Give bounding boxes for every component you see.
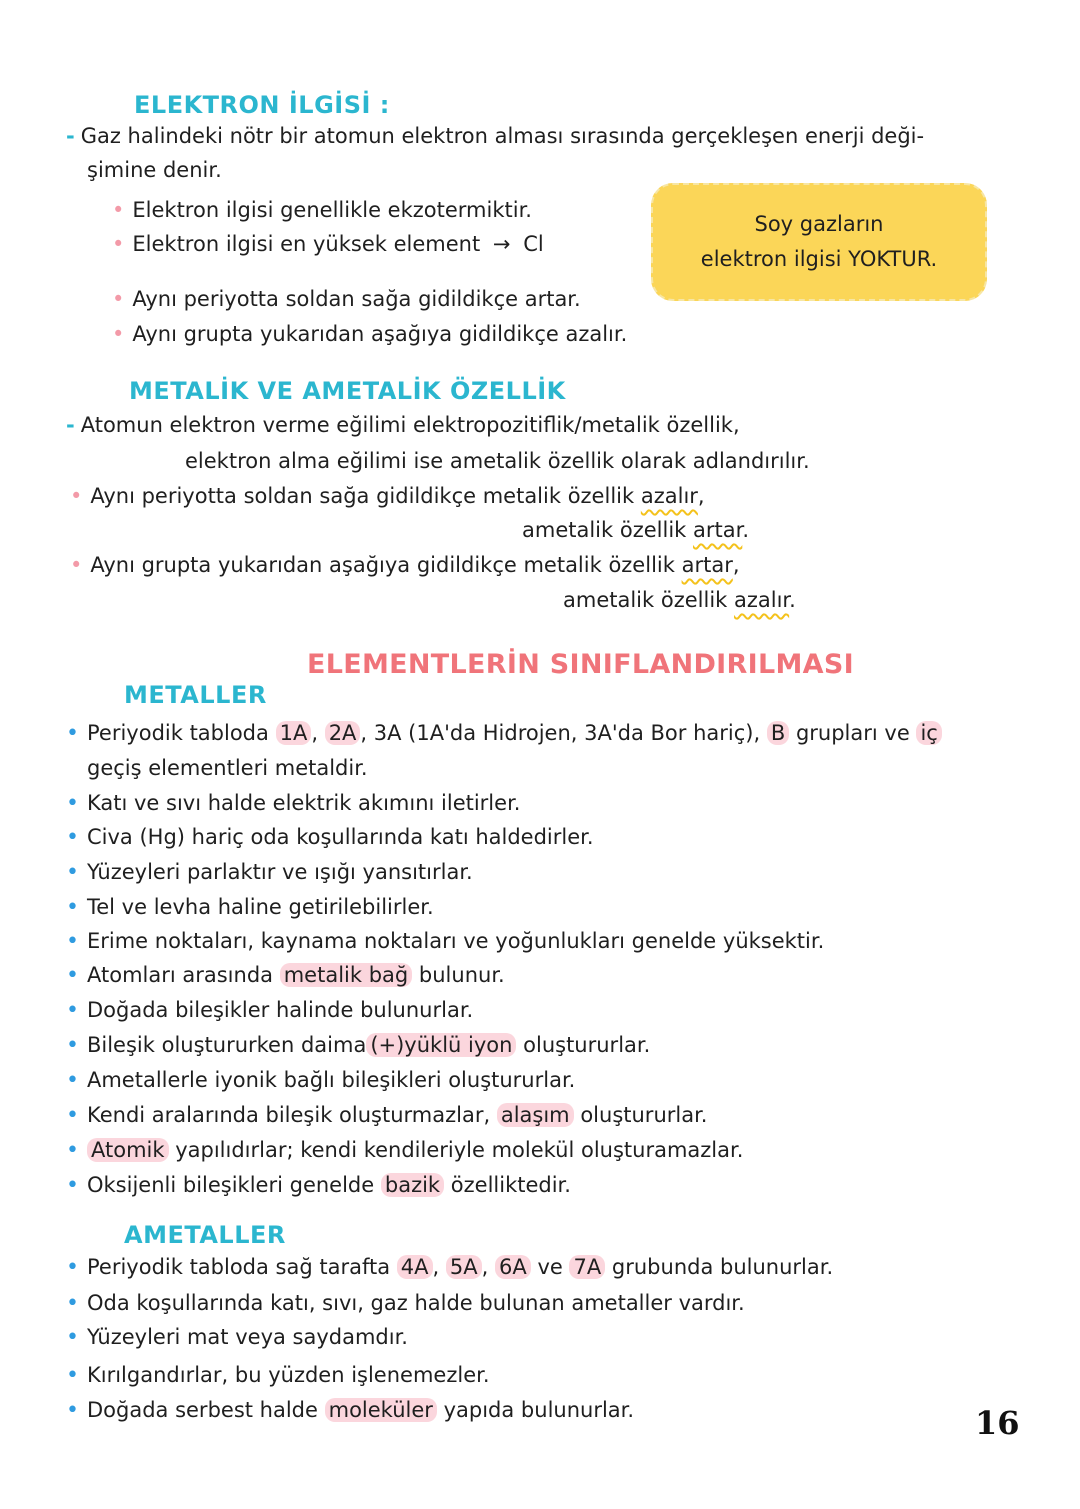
bullet-dot: • [66, 1291, 79, 1316]
nonmetal-item: • Doğada serbest halde moleküler yapıda bulunurlar. [66, 1398, 635, 1423]
bullet-dot: • [66, 998, 79, 1023]
metal-item: • Doğada bileşikler halinde bulunurlar. [66, 998, 474, 1023]
ei-bullet-2: • Elektron ilgisi en yüksek element → Cl [112, 232, 544, 256]
bullet-dot: • [66, 1398, 79, 1423]
metal-item-continuation: geçiş elementleri metaldir. [87, 756, 368, 780]
bullet-dot: • [66, 1138, 79, 1163]
metal-item: • Katı ve sıvı halde elektrik akımını iletirler. [66, 791, 521, 816]
metal-item: • Oksijenli bileşikleri genelde bazik özelliktedir. [66, 1173, 571, 1198]
bullet-dot: • [66, 791, 79, 816]
dash-bullet: - [66, 413, 75, 437]
metallic-group-line2: ametalik özellik azalır. [563, 588, 796, 612]
electron-affinity-definition-line2: şimine denir. [87, 158, 222, 182]
bullet-dot: • [70, 484, 83, 508]
electron-affinity-definition-line1: - Gaz halindeki nötr bir atomun elektron alması sırasında gerçekleşen enerji deği- [66, 124, 925, 148]
ei-bullet-3: • Aynı periyotta soldan sağa gidildikçe artar. [112, 287, 581, 311]
classification-title: ELEMENTLERİN SINIFLANDIRILMASI [307, 649, 854, 680]
nonmetal-item: • Oda koşullarında katı, sıvı, gaz halde bulunan ametaller vardır. [66, 1291, 745, 1316]
arrow-icon: → [492, 232, 511, 256]
bullet-dot: • [66, 1255, 79, 1280]
bullet-dot: • [66, 929, 79, 954]
metal-item: • Erime noktaları, kaynama noktaları ve yoğunlukları genelde yüksektir. [66, 929, 825, 954]
nonmetal-item: • Yüzeyleri mat veya saydamdır. [66, 1325, 408, 1350]
metal-item: • Atomik yapılıdırlar; kendi kendileriyle molekül oluşturamazlar. [66, 1138, 744, 1163]
bullet-dot: • [112, 322, 125, 346]
bullet-dot: • [66, 1103, 79, 1128]
bullet-dot: • [112, 232, 125, 256]
bullet-dot: • [66, 721, 79, 746]
metallic-heading: METALİK VE AMETALİK ÖZELLİK [129, 377, 566, 405]
bullet-dot: • [66, 1068, 79, 1093]
noble-gas-note [651, 183, 987, 301]
metal-item: • Civa (Hg) hariç oda koşullarında katı haldedirler. [66, 825, 594, 850]
metallic-period-line2: ametalik özellik artar. [522, 518, 749, 542]
bullet-dot: • [66, 1173, 79, 1198]
metallic-group-line1: • Aynı grupta yukarıdan aşağıya gidildikçe metalik özellik artar, [70, 553, 740, 577]
metallic-period-line1: • Aynı periyotta soldan sağa gidildikçe metalik özellik azalır, [70, 484, 705, 508]
metal-item: • Periyodik tabloda 1A , 2A , 3A (1A'da Hidrojen, 3A'da Bor hariç), B grupları ve iç [66, 722, 942, 746]
note-line-1: Soy gazların [754, 212, 884, 237]
electron-affinity-heading: ELEKTRON İLGİSİ : [134, 91, 390, 119]
nonmetal-item: • Periyodik tabloda sağ tarafta 4A , 5A , 6A ve 7A grubunda bulunurlar. [66, 1255, 834, 1280]
metals-heading: METALLER [124, 681, 267, 709]
metallic-definition-line2: elektron alma eğilimi ise ametalik özellik olarak adlandırılır. [185, 449, 810, 473]
note-line-2: elektron ilgisi YOKTUR. [700, 247, 938, 271]
ei-bullet-1: • Elektron ilgisi genellikle ekzotermiktir. [112, 198, 532, 222]
dash-bullet: - [66, 124, 75, 148]
metal-item: • Kendi aralarında bileşik oluşturmazlar, alaşım oluştururlar. [66, 1103, 708, 1128]
bullet-dot: • [70, 553, 83, 577]
ei-bullet-4: • Aynı grupta yukarıdan aşağıya gidildikçe azalır. [112, 322, 628, 346]
metal-item: • Yüzeyleri parlaktır ve ışığı yansıtırlar. [66, 860, 473, 885]
metal-item: • Tel ve levha haline getirilebilirler. [66, 895, 434, 920]
bullet-dot: • [112, 287, 125, 311]
bullet-dot: • [66, 895, 79, 920]
nonmetal-item: • Kırılgandırlar, bu yüzden işlenemezler. [66, 1363, 490, 1388]
bullet-dot: • [66, 1363, 79, 1388]
bullet-dot: • [66, 825, 79, 850]
metal-item: • Atomları arasında metalik bağ bulunur. [66, 963, 505, 988]
bullet-dot: • [112, 198, 125, 222]
bullet-dot: • [66, 963, 79, 988]
page-number: 16 [975, 1404, 1020, 1442]
metal-item: • Bileşik oluştururken daima (+)yüklü iyon oluştururlar. [66, 1033, 651, 1058]
metal-item: • Ametallerle iyonik bağlı bileşikleri oluştururlar. [66, 1068, 576, 1093]
bullet-dot: • [66, 1033, 79, 1058]
metallic-definition-line1: - Atomun elektron verme eğilimi elektropozitiflik/metalik özellik, [66, 413, 740, 437]
nonmetals-heading: AMETALLER [124, 1221, 286, 1249]
bullet-dot: • [66, 1325, 79, 1350]
bullet-dot: • [66, 860, 79, 885]
